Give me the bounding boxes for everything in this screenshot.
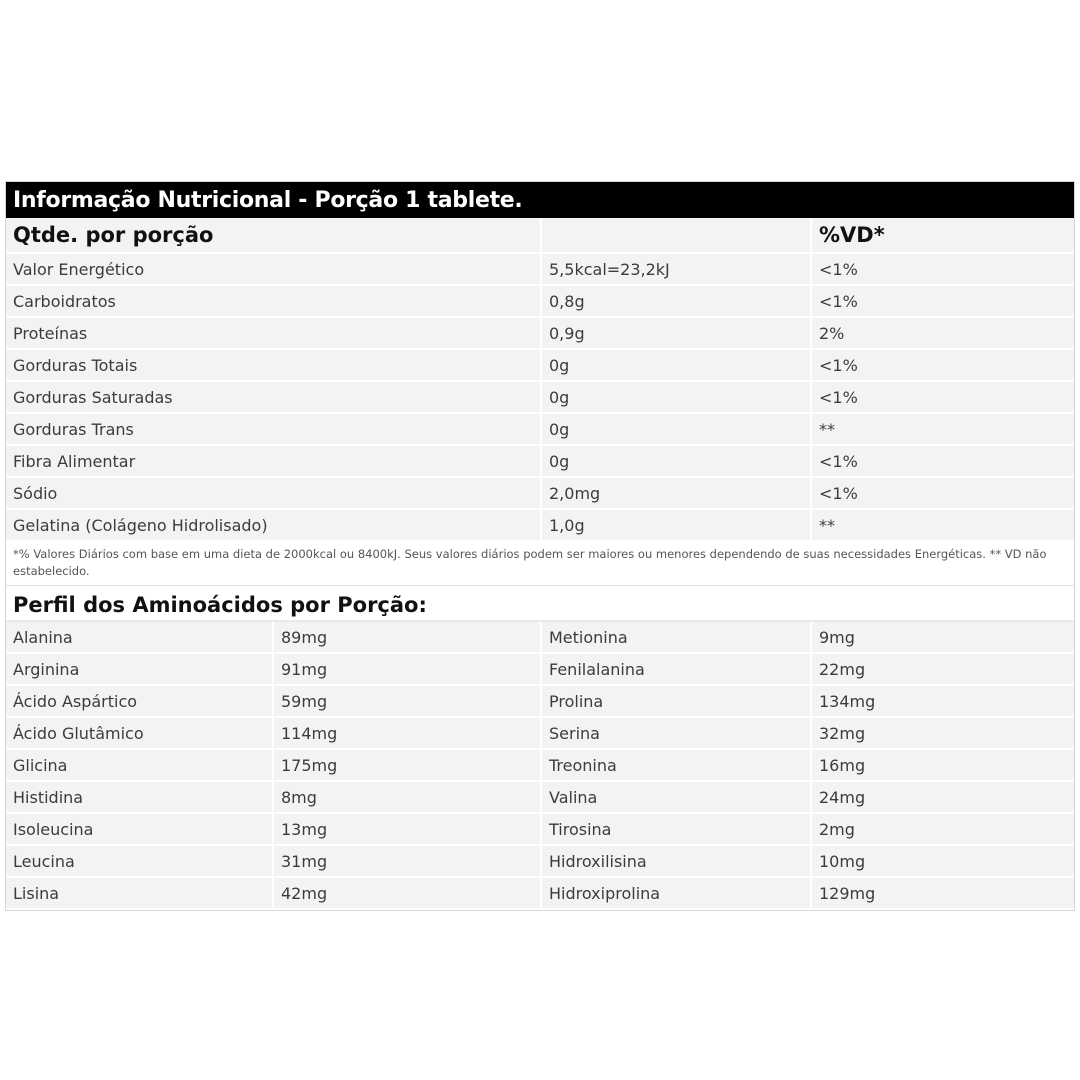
- nutrition-row: [6, 349, 1074, 381]
- nutrient-amount: 1,0g: [541, 509, 811, 541]
- amino-row: [6, 653, 1074, 685]
- amino-name: Alanina: [6, 622, 273, 653]
- amino-row: [6, 685, 1074, 717]
- amino-amount: 24mg: [811, 781, 1074, 813]
- amino-row: [6, 877, 1074, 909]
- amino-amount: 8mg: [273, 781, 541, 813]
- nutrient-name: Gorduras Totais: [6, 349, 541, 381]
- amino-name: Tirosina: [541, 813, 811, 845]
- nutrient-name: Sódio: [6, 477, 541, 509]
- nutrient-vd: <1%: [811, 253, 1074, 285]
- amino-name: Treonina: [541, 749, 811, 781]
- amino-amount: 13mg: [273, 813, 541, 845]
- nutrition-row: [6, 285, 1074, 317]
- nutrient-amount: 0g: [541, 381, 811, 413]
- nutrient-name: Gorduras Trans: [6, 413, 541, 445]
- amino-amount: 22mg: [811, 653, 1074, 685]
- amino-name: Arginina: [6, 653, 273, 685]
- amino-amount: 9mg: [811, 622, 1074, 653]
- nutrition-row: [6, 317, 1074, 349]
- nutrient-name: Gelatina (Colágeno Hidrolisado): [6, 509, 541, 541]
- amino-amount: 175mg: [273, 749, 541, 781]
- amino-table: [6, 622, 1074, 910]
- amino-amount: 32mg: [811, 717, 1074, 749]
- nutrient-amount: 0g: [541, 349, 811, 381]
- nutrient-vd: <1%: [811, 477, 1074, 509]
- amino-amount: 89mg: [273, 622, 541, 653]
- amino-row: [6, 813, 1074, 845]
- nutrition-row: [6, 477, 1074, 509]
- nutrient-amount: 0g: [541, 413, 811, 445]
- amino-name: Isoleucina: [6, 813, 273, 845]
- amino-row: [6, 749, 1074, 781]
- amino-amount: 10mg: [811, 845, 1074, 877]
- nutrient-amount: 0g: [541, 445, 811, 477]
- nutrient-name: Fibra Alimentar: [6, 445, 541, 477]
- amino-amount: 31mg: [273, 845, 541, 877]
- amino-amount: 91mg: [273, 653, 541, 685]
- amino-amount: 59mg: [273, 685, 541, 717]
- nutrition-table: [6, 218, 1074, 542]
- nutrition-row: [6, 445, 1074, 477]
- footnote: *% Valores Diários com base em uma dieta de 2000kcal ou 8400kJ. Seus valores diários podem ser maiores ou menores dependendo de suas necessidades Energéticas. ** VD não estabelecido.: [6, 542, 1074, 586]
- nutrient-amount: 2,0mg: [541, 477, 811, 509]
- nutrient-amount: 0,8g: [541, 285, 811, 317]
- nutrient-vd: **: [811, 413, 1074, 445]
- nutrition-row: [6, 253, 1074, 285]
- amino-name: Prolina: [541, 685, 811, 717]
- nutrient-vd: <1%: [811, 445, 1074, 477]
- nutrient-amount: 5,5kcal=23,2kJ: [541, 253, 811, 285]
- amino-name: Ácido Aspártico: [6, 685, 273, 717]
- amino-amount: 114mg: [273, 717, 541, 749]
- amino-name: Histidina: [6, 781, 273, 813]
- nutrient-vd: **: [811, 509, 1074, 541]
- amino-section-title: Perfil dos Aminoácidos por Porção:: [6, 586, 1074, 622]
- nutrient-vd: <1%: [811, 285, 1074, 317]
- nutrition-row: [6, 381, 1074, 413]
- amino-amount: 134mg: [811, 685, 1074, 717]
- amino-name: Lisina: [6, 877, 273, 909]
- panel-title: Informação Nutricional - Porção 1 tablete.: [6, 182, 1074, 218]
- nutrient-name: Carboidratos: [6, 285, 541, 317]
- header-vd: %VD*: [811, 218, 1074, 253]
- amino-name: Metionina: [541, 622, 811, 653]
- nutrient-name: Proteínas: [6, 317, 541, 349]
- amino-name: Glicina: [6, 749, 273, 781]
- nutrition-header-row: [6, 218, 1074, 253]
- amino-amount: 42mg: [273, 877, 541, 909]
- amino-amount: 16mg: [811, 749, 1074, 781]
- nutrient-vd: <1%: [811, 349, 1074, 381]
- amino-row: [6, 845, 1074, 877]
- nutrition-row: [6, 413, 1074, 445]
- nutrient-vd: 2%: [811, 317, 1074, 349]
- amino-name: Ácido Glutâmico: [6, 717, 273, 749]
- nutrition-row: [6, 509, 1074, 541]
- nutrient-name: Valor Energético: [6, 253, 541, 285]
- amino-name: Hidroxilisina: [541, 845, 811, 877]
- amino-name: Serina: [541, 717, 811, 749]
- nutrient-vd: <1%: [811, 381, 1074, 413]
- amino-name: Fenilalanina: [541, 653, 811, 685]
- amino-amount: 2mg: [811, 813, 1074, 845]
- amino-row: [6, 781, 1074, 813]
- nutrient-amount: 0,9g: [541, 317, 811, 349]
- amino-name: Leucina: [6, 845, 273, 877]
- amino-name: Valina: [541, 781, 811, 813]
- amino-row: [6, 622, 1074, 653]
- amino-amount: 129mg: [811, 877, 1074, 909]
- amino-name: Hidroxiprolina: [541, 877, 811, 909]
- nutrition-panel: [5, 181, 1075, 911]
- amino-row: [6, 717, 1074, 749]
- header-qty: Qtde. por porção: [6, 218, 541, 253]
- header-amount: [541, 218, 811, 253]
- nutrient-name: Gorduras Saturadas: [6, 381, 541, 413]
